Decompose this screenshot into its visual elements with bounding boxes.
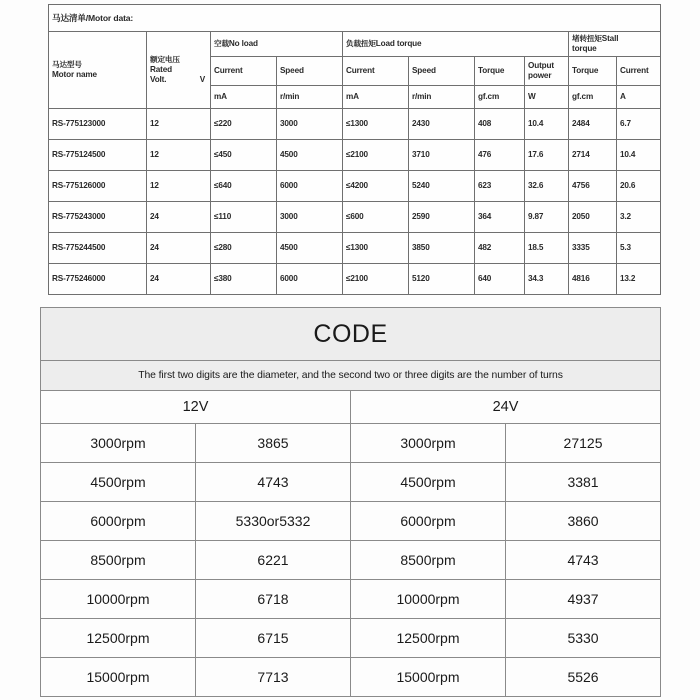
cell-rpm-24v: 3000rpm	[351, 424, 506, 463]
cell-motor-name: RS-775123000	[49, 109, 147, 140]
motor-table-title-row	[49, 5, 661, 32]
unit-load-current: mA	[343, 86, 409, 109]
cell-code-24v: 27125	[506, 424, 661, 463]
cell-st-torque: 2714	[569, 140, 617, 171]
cell-st-current: 10.4	[617, 140, 661, 171]
motor-data-table-wrapper	[48, 4, 660, 295]
subheader-load-current: Current	[343, 57, 409, 86]
cell-code-12v: 6221	[196, 541, 351, 580]
subheader-output-power	[525, 57, 569, 86]
header-rated-volt	[147, 32, 211, 109]
unit-stall-current: A	[617, 86, 661, 109]
cell-st-torque: 3335	[569, 233, 617, 264]
header-rated-volt-unit: V	[199, 74, 205, 84]
cell-lt-torque: 623	[475, 171, 525, 202]
cell-rpm-12v: 12500rpm	[41, 619, 196, 658]
cell-motor-name: RS-775244500	[49, 233, 147, 264]
code-note-row	[41, 361, 661, 391]
cell-nl-current: ≤640	[211, 171, 277, 202]
cell-rpm-24v: 4500rpm	[351, 463, 506, 502]
cell-lt-torque: 482	[475, 233, 525, 264]
cell-lt-current: ≤1300	[343, 233, 409, 264]
header-no-load-cn: 空载	[214, 39, 229, 49]
code-table	[40, 307, 661, 697]
unit-load-speed: r/min	[409, 86, 475, 109]
code-voltage-header-row	[41, 391, 661, 424]
subheader-noload-current: Current	[211, 57, 277, 86]
cell-code-12v: 4743	[196, 463, 351, 502]
subheader-output-power-line2: power	[528, 71, 552, 80]
subheader-load-torque: Torque	[475, 57, 525, 86]
table-row	[49, 264, 661, 295]
table-row	[41, 619, 661, 658]
table-row	[49, 233, 661, 264]
cell-st-current: 20.6	[617, 171, 661, 202]
cell-code-24v: 3860	[506, 502, 661, 541]
cell-lt-torque: 364	[475, 202, 525, 233]
cell-lt-power: 34.3	[525, 264, 569, 295]
cell-code-12v: 7713	[196, 658, 351, 697]
header-no-load-en: No load	[228, 39, 258, 49]
header-motor-name-en: Motor name	[52, 70, 97, 80]
cell-code-24v: 5526	[506, 658, 661, 697]
cell-nl-speed: 4500	[277, 233, 343, 264]
subheader-load-speed: Speed	[409, 57, 475, 86]
cell-lt-current: ≤2100	[343, 140, 409, 171]
table-row	[49, 171, 661, 202]
cell-rpm-12v: 8500rpm	[41, 541, 196, 580]
cell-code-12v: 5330or5332	[196, 502, 351, 541]
code-note: The first two digits are the diameter, and the second two or three digits are the number of turns	[41, 361, 661, 391]
table-row	[41, 658, 661, 697]
header-stall-en2: torque	[572, 44, 597, 54]
cell-volt: 12	[147, 109, 211, 140]
table-row	[41, 580, 661, 619]
unit-output-power: W	[525, 86, 569, 109]
cell-st-torque: 4756	[569, 171, 617, 202]
cell-lt-current: ≤4200	[343, 171, 409, 202]
cell-motor-name: RS-775124500	[49, 140, 147, 171]
table-row	[49, 109, 661, 140]
table-row	[41, 541, 661, 580]
cell-nl-speed: 6000	[277, 264, 343, 295]
cell-volt: 12	[147, 171, 211, 202]
header-group-load-torque	[343, 32, 569, 57]
cell-nl-current: ≤280	[211, 233, 277, 264]
cell-st-current: 13.2	[617, 264, 661, 295]
cell-rpm-24v: 15000rpm	[351, 658, 506, 697]
cell-st-torque: 2484	[569, 109, 617, 140]
table-row	[41, 463, 661, 502]
cell-nl-speed: 4500	[277, 140, 343, 171]
table-row	[49, 202, 661, 233]
code-header-24v: 24V	[351, 391, 661, 424]
cell-code-12v: 6718	[196, 580, 351, 619]
cell-motor-name: RS-775246000	[49, 264, 147, 295]
header-load-torque-cn: 负载扭矩	[346, 39, 376, 49]
header-stall-cn: 堵转扭矩	[572, 34, 602, 44]
header-motor-name	[49, 32, 147, 109]
cell-motor-name: RS-775126000	[49, 171, 147, 202]
cell-nl-current: ≤220	[211, 109, 277, 140]
cell-lt-torque: 408	[475, 109, 525, 140]
cell-code-24v: 4743	[506, 541, 661, 580]
cell-lt-torque: 640	[475, 264, 525, 295]
header-group-stall-torque	[569, 32, 661, 57]
motor-data-table	[48, 4, 661, 295]
cell-lt-speed: 3710	[409, 140, 475, 171]
header-rated-volt-en2: Volt.	[150, 74, 167, 84]
subheader-output-power-line1: Output	[528, 61, 554, 71]
header-group-no-load	[211, 32, 343, 57]
table-row	[41, 502, 661, 541]
cell-lt-speed: 5120	[409, 264, 475, 295]
header-load-torque-en: Load torque	[375, 39, 422, 49]
subheader-noload-speed: Speed	[277, 57, 343, 86]
cell-rpm-24v: 8500rpm	[351, 541, 506, 580]
cell-code-24v: 3381	[506, 463, 661, 502]
cell-st-current: 6.7	[617, 109, 661, 140]
cell-rpm-12v: 3000rpm	[41, 424, 196, 463]
cell-nl-current: ≤450	[211, 140, 277, 171]
motor-group-header-row	[49, 32, 661, 57]
cell-code-24v: 5330	[506, 619, 661, 658]
unit-load-torque: gf.cm	[475, 86, 525, 109]
table-row	[41, 424, 661, 463]
cell-nl-current: ≤380	[211, 264, 277, 295]
cell-rpm-24v: 10000rpm	[351, 580, 506, 619]
cell-volt: 24	[147, 264, 211, 295]
code-header-12v: 12V	[41, 391, 351, 424]
cell-volt: 24	[147, 233, 211, 264]
cell-lt-power: 32.6	[525, 171, 569, 202]
cell-lt-speed: 5240	[409, 171, 475, 202]
cell-nl-speed: 3000	[277, 109, 343, 140]
cell-lt-power: 9.87	[525, 202, 569, 233]
cell-lt-speed: 2590	[409, 202, 475, 233]
cell-lt-current: ≤600	[343, 202, 409, 233]
cell-st-current: 3.2	[617, 202, 661, 233]
code-title: CODE	[41, 308, 661, 361]
header-stall-en: Stall	[601, 34, 619, 44]
cell-rpm-12v: 4500rpm	[41, 463, 196, 502]
cell-volt: 24	[147, 202, 211, 233]
cell-nl-current: ≤110	[211, 202, 277, 233]
cell-rpm-12v: 6000rpm	[41, 502, 196, 541]
unit-stall-torque: gf.cm	[569, 86, 617, 109]
cell-rpm-12v: 15000rpm	[41, 658, 196, 697]
cell-nl-speed: 3000	[277, 202, 343, 233]
cell-lt-torque: 476	[475, 140, 525, 171]
cell-code-24v: 4937	[506, 580, 661, 619]
cell-st-torque: 2050	[569, 202, 617, 233]
cell-code-12v: 6715	[196, 619, 351, 658]
cell-st-torque: 4816	[569, 264, 617, 295]
cell-lt-power: 17.6	[525, 140, 569, 171]
cell-rpm-24v: 6000rpm	[351, 502, 506, 541]
motor-table-title: 马达清单/Motor data:	[49, 5, 661, 32]
cell-lt-power: 18.5	[525, 233, 569, 264]
header-rated-volt-cn: 额定电压	[150, 55, 180, 65]
cell-st-current: 5.3	[617, 233, 661, 264]
code-table-wrapper	[40, 307, 660, 697]
table-row	[49, 140, 661, 171]
cell-lt-speed: 3850	[409, 233, 475, 264]
cell-volt: 12	[147, 140, 211, 171]
cell-code-12v: 3865	[196, 424, 351, 463]
header-rated-volt-en: Rated	[150, 65, 172, 75]
cell-lt-current: ≤2100	[343, 264, 409, 295]
cell-nl-speed: 6000	[277, 171, 343, 202]
unit-noload-current: mA	[211, 86, 277, 109]
subheader-stall-current: Current	[617, 57, 661, 86]
header-motor-name-cn: 马达型号	[52, 60, 82, 70]
cell-rpm-12v: 10000rpm	[41, 580, 196, 619]
subheader-stall-torque: Torque	[569, 57, 617, 86]
code-title-row	[41, 308, 661, 361]
cell-rpm-24v: 12500rpm	[351, 619, 506, 658]
cell-lt-power: 10.4	[525, 109, 569, 140]
cell-motor-name: RS-775243000	[49, 202, 147, 233]
cell-lt-current: ≤1300	[343, 109, 409, 140]
cell-lt-speed: 2430	[409, 109, 475, 140]
unit-noload-speed: r/min	[277, 86, 343, 109]
